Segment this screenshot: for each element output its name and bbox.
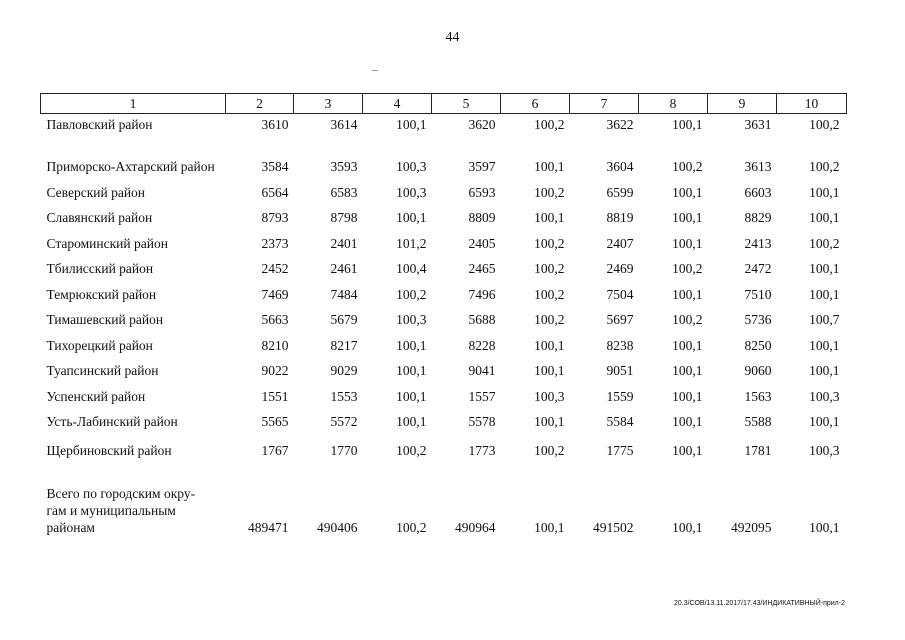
cell-value: 100,1 bbox=[534, 363, 565, 378]
district-name: Тбилисский район bbox=[46, 261, 154, 276]
cell-value: 3620 bbox=[468, 117, 496, 132]
scan-artifact bbox=[372, 70, 378, 71]
cell-value: 100,1 bbox=[672, 337, 703, 353]
district-name-line: Всего по городским окру- bbox=[46, 486, 196, 501]
cell-value: 100,1 bbox=[672, 117, 703, 132]
table-row bbox=[41, 114, 847, 134]
cell-value: 100,1 bbox=[396, 363, 427, 378]
district-name: Туапсинский район bbox=[46, 363, 159, 378]
district-name: Тихорецкий район bbox=[46, 337, 153, 353]
cell-value: 100,1 bbox=[672, 210, 703, 225]
cell-value: 100,1 bbox=[809, 337, 840, 353]
cell-value: 100,1 bbox=[672, 443, 703, 458]
cell-value: 100,3 bbox=[534, 388, 565, 404]
district-name: Тимашевский район bbox=[46, 312, 164, 327]
cell-value: 7484 bbox=[330, 286, 358, 302]
cell-value: 100,3 bbox=[809, 388, 840, 404]
cell-value: 100,1 bbox=[534, 337, 565, 353]
cell-value: 100,2 bbox=[534, 443, 565, 458]
page-number: 44 bbox=[445, 30, 460, 45]
cell-value: 5572 bbox=[330, 414, 358, 429]
cell-value: 8228 bbox=[468, 337, 496, 353]
cell-value: 8210 bbox=[261, 337, 289, 353]
cell-value: 100,2 bbox=[672, 312, 703, 327]
cell-value: 2401 bbox=[330, 235, 358, 251]
table-row bbox=[41, 430, 847, 459]
cell-value: 8793 bbox=[261, 210, 289, 225]
cell-value: 8798 bbox=[330, 210, 358, 225]
cell-value: 2405 bbox=[468, 235, 496, 251]
table-row bbox=[41, 175, 847, 201]
cell-value: 100,1 bbox=[809, 286, 840, 302]
cell-value: 100,1 bbox=[672, 363, 703, 378]
cell-value: 100,7 bbox=[809, 312, 840, 327]
cell-value: 1773 bbox=[468, 443, 496, 458]
cell-value: 100,1 bbox=[672, 520, 703, 535]
table-row bbox=[41, 328, 847, 354]
cell-value: 9041 bbox=[468, 363, 496, 378]
cell-value: 2472 bbox=[744, 261, 772, 276]
cell-value: 5679 bbox=[330, 312, 358, 327]
cell-value: 7510 bbox=[744, 286, 772, 302]
district-name: Успенский район bbox=[46, 388, 146, 404]
cell-value: 100,2 bbox=[534, 184, 565, 200]
cell-value: 100,1 bbox=[672, 414, 703, 429]
column-number: 3 bbox=[294, 94, 363, 114]
cell-value: 100,1 bbox=[534, 414, 565, 429]
column-number: 7 bbox=[570, 94, 639, 114]
cell-value: 7496 bbox=[468, 286, 496, 302]
cell-value: 6583 bbox=[330, 184, 358, 200]
cell-value: 1767 bbox=[261, 443, 289, 458]
cell-value: 100,2 bbox=[534, 261, 565, 276]
cell-value: 489471 bbox=[248, 520, 289, 535]
cell-value: 100,2 bbox=[809, 159, 840, 174]
district-name bbox=[41, 459, 226, 536]
cell-value: 9051 bbox=[606, 363, 634, 378]
cell-value: 100,1 bbox=[672, 235, 703, 251]
cell-value: 492095 bbox=[731, 520, 772, 535]
cell-value: 1557 bbox=[468, 388, 496, 404]
column-number: 8 bbox=[639, 94, 708, 114]
cell-value: 5688 bbox=[468, 312, 496, 327]
cell-value: 2407 bbox=[606, 235, 634, 251]
document-footer-code: 20.3/СОВ/13.11.2017/17.43/ИНДИКАТИВНЫЙ-прил-2 bbox=[673, 600, 845, 607]
district-name: Темрюкский район bbox=[46, 286, 157, 302]
cell-value: 490406 bbox=[317, 520, 358, 535]
cell-value: 3631 bbox=[744, 117, 772, 132]
cell-value: 100,2 bbox=[809, 235, 840, 251]
column-number: 5 bbox=[432, 94, 501, 114]
cell-value: 100,2 bbox=[534, 312, 565, 327]
cell-value: 8217 bbox=[330, 337, 358, 353]
cell-value: 1563 bbox=[744, 388, 772, 404]
cell-value: 100,1 bbox=[534, 210, 565, 225]
cell-value: 5697 bbox=[606, 312, 634, 327]
cell-value: 100,1 bbox=[809, 210, 840, 225]
cell-value: 6603 bbox=[744, 184, 772, 200]
cell-value: 100,1 bbox=[396, 117, 427, 132]
data-table bbox=[40, 93, 847, 536]
header-row bbox=[41, 94, 847, 114]
cell-value: 6599 bbox=[606, 184, 634, 200]
cell-value: 490964 bbox=[455, 520, 496, 535]
cell-value: 100,2 bbox=[396, 286, 427, 302]
cell-value: 1559 bbox=[606, 388, 634, 404]
cell-value: 3604 bbox=[606, 159, 634, 174]
cell-value: 7504 bbox=[606, 286, 634, 302]
cell-value: 100,2 bbox=[396, 520, 427, 535]
cell-value: 100,2 bbox=[534, 286, 565, 302]
cell-value: 100,1 bbox=[396, 210, 427, 225]
cell-value: 100,2 bbox=[672, 261, 703, 276]
cell-value: 100,1 bbox=[809, 184, 840, 200]
cell-value: 1770 bbox=[330, 443, 358, 458]
cell-value: 2469 bbox=[606, 261, 634, 276]
cell-value: 2413 bbox=[744, 235, 772, 251]
cell-value: 5736 bbox=[744, 312, 772, 327]
cell-value: 6564 bbox=[261, 184, 289, 200]
district-name: Староминский район bbox=[46, 235, 168, 251]
cell-value: 100,3 bbox=[396, 312, 427, 327]
cell-value: 5663 bbox=[261, 312, 289, 327]
column-number: 2 bbox=[226, 94, 294, 114]
cell-value: 100,1 bbox=[672, 184, 703, 200]
cell-value: 1781 bbox=[744, 443, 772, 458]
district-name-line: гам и муниципальным bbox=[46, 503, 176, 518]
cell-value: 2452 bbox=[261, 261, 289, 276]
table-row bbox=[41, 354, 847, 380]
column-number: 6 bbox=[501, 94, 570, 114]
cell-value: 3622 bbox=[606, 117, 634, 132]
district-name: Усть-Лабинский район bbox=[46, 414, 178, 429]
cell-value: 100,3 bbox=[396, 184, 427, 200]
cell-value: 5588 bbox=[744, 414, 772, 429]
cell-value: 100,3 bbox=[809, 443, 840, 458]
cell-value: 2373 bbox=[261, 235, 289, 251]
table-row bbox=[41, 303, 847, 329]
table-row bbox=[41, 133, 847, 175]
table-row bbox=[41, 379, 847, 405]
column-number: 1 bbox=[41, 94, 226, 114]
column-number: 9 bbox=[708, 94, 777, 114]
cell-value: 100,2 bbox=[534, 235, 565, 251]
column-number: 10 bbox=[777, 94, 847, 114]
district-name: Щербиновский район bbox=[46, 443, 172, 458]
cell-value: 100,1 bbox=[809, 520, 840, 535]
cell-value: 9060 bbox=[744, 363, 772, 378]
cell-value: 100,1 bbox=[809, 363, 840, 378]
cell-value: 8238 bbox=[606, 337, 634, 353]
district-name: Павловский район bbox=[46, 117, 153, 132]
table-row bbox=[41, 277, 847, 303]
table-row bbox=[41, 252, 847, 278]
cell-value: 5584 bbox=[606, 414, 634, 429]
cell-value: 9029 bbox=[330, 363, 358, 378]
cell-value: 100,1 bbox=[672, 286, 703, 302]
cell-value: 3584 bbox=[261, 159, 289, 174]
cell-value: 3614 bbox=[330, 117, 358, 132]
cell-value: 8809 bbox=[468, 210, 496, 225]
cell-value: 3593 bbox=[330, 159, 358, 174]
district-name-line: районам bbox=[46, 520, 95, 535]
cell-value: 8819 bbox=[606, 210, 634, 225]
cell-value: 2465 bbox=[468, 261, 496, 276]
cell-value: 1553 bbox=[330, 388, 358, 404]
cell-value: 6593 bbox=[468, 184, 496, 200]
cell-value: 100,1 bbox=[809, 414, 840, 429]
cell-value: 1551 bbox=[261, 388, 289, 404]
cell-value: 2461 bbox=[330, 261, 358, 276]
cell-value: 7469 bbox=[261, 286, 289, 302]
district-name: Приморско-Ахтарский район bbox=[46, 159, 215, 174]
cell-value: 100,1 bbox=[534, 520, 565, 535]
cell-value: 100,1 bbox=[672, 388, 703, 404]
cell-value: 100,1 bbox=[396, 388, 427, 404]
cell-value: 9022 bbox=[261, 363, 289, 378]
cell-value: 100,4 bbox=[396, 261, 427, 276]
cell-value: 100,2 bbox=[396, 443, 427, 458]
cell-value: 491502 bbox=[593, 520, 634, 535]
table-row bbox=[41, 226, 847, 252]
table-row bbox=[41, 405, 847, 431]
cell-value: 5578 bbox=[468, 414, 496, 429]
cell-value: 101,2 bbox=[396, 235, 427, 251]
district-name: Северский район bbox=[46, 184, 146, 200]
table-row bbox=[41, 459, 847, 536]
cell-value: 8829 bbox=[744, 210, 772, 225]
cell-value: 100,1 bbox=[396, 414, 427, 429]
cell-value: 8250 bbox=[744, 337, 772, 353]
cell-value: 1775 bbox=[606, 443, 634, 458]
cell-value: 100,2 bbox=[534, 117, 565, 132]
cell-value: 100,1 bbox=[534, 159, 565, 174]
table-row bbox=[41, 201, 847, 227]
cell-value: 5565 bbox=[261, 414, 289, 429]
cell-value: 3597 bbox=[468, 159, 496, 174]
cell-value: 100,2 bbox=[672, 159, 703, 174]
cell-value: 3613 bbox=[744, 159, 772, 174]
column-number: 4 bbox=[363, 94, 432, 114]
cell-value: 100,1 bbox=[396, 337, 427, 353]
cell-value: 100,2 bbox=[809, 117, 840, 132]
cell-value: 3610 bbox=[261, 117, 289, 132]
district-name: Славянский район bbox=[46, 210, 153, 225]
cell-value: 100,1 bbox=[809, 261, 840, 276]
cell-value: 100,3 bbox=[396, 159, 427, 174]
